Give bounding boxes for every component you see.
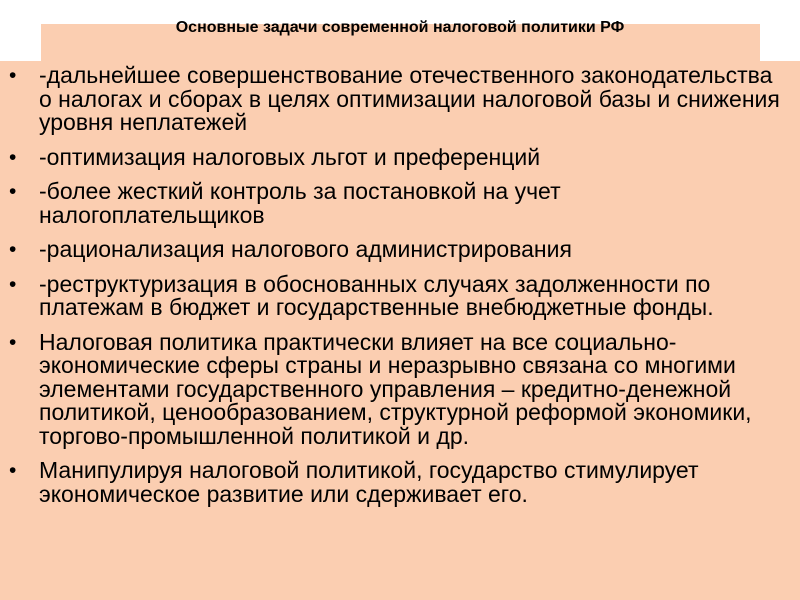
bullet-icon: • — [9, 238, 17, 261]
bullet-icon: • — [9, 272, 17, 296]
bullet-text: -оптимизация налоговых льгот и преференций — [39, 143, 541, 170]
bullet-text: Налоговая политика практически влияет на все социально-экономические сферы страны и неразрывно связана со многими элементами государственного управления – кредитно-денежной политикой, ценообразованием, структурной реформой экономики, торгово-промышленной политикой и др. — [39, 328, 752, 449]
bullet-item-1 — [0, 64, 800, 135]
slide-title: Основные задачи современной налоговой политики РФ — [175, 19, 625, 36]
bullet-text: -рационализация налогового администрирования — [39, 236, 572, 262]
bullet-list — [0, 64, 800, 517]
bullet-item-6 — [0, 328, 800, 449]
bullet-text: -реструктуризация в обоснованных случаях задолженности по платежам в бюджет и государственные внебюджетные фонды. — [39, 270, 714, 320]
bullet-icon: • — [9, 64, 17, 87]
bullet-item-3 — [0, 180, 800, 227]
bullet-icon: • — [9, 330, 17, 354]
bullet-icon: • — [9, 145, 17, 169]
bullet-text: -более жесткий контроль за постановкой на учет налогоплательщиков — [39, 178, 561, 228]
bullet-item-2 — [0, 143, 800, 170]
bullet-text: Манипулируя налоговой политикой, государство стимулирует экономическое развитие или сдерживает его. — [39, 457, 699, 507]
bullet-text: -дальнейшее совершенствование отечественного законодательства о налогах и сборах в целях оптимизации налоговой базы и снижения уровня неплатежей — [39, 62, 780, 135]
bullet-item-4 — [0, 238, 800, 262]
bullet-item-7 — [0, 459, 800, 506]
bullet-icon: • — [9, 459, 17, 482]
bullet-item-5 — [0, 270, 800, 320]
bullet-icon: • — [9, 180, 17, 203]
